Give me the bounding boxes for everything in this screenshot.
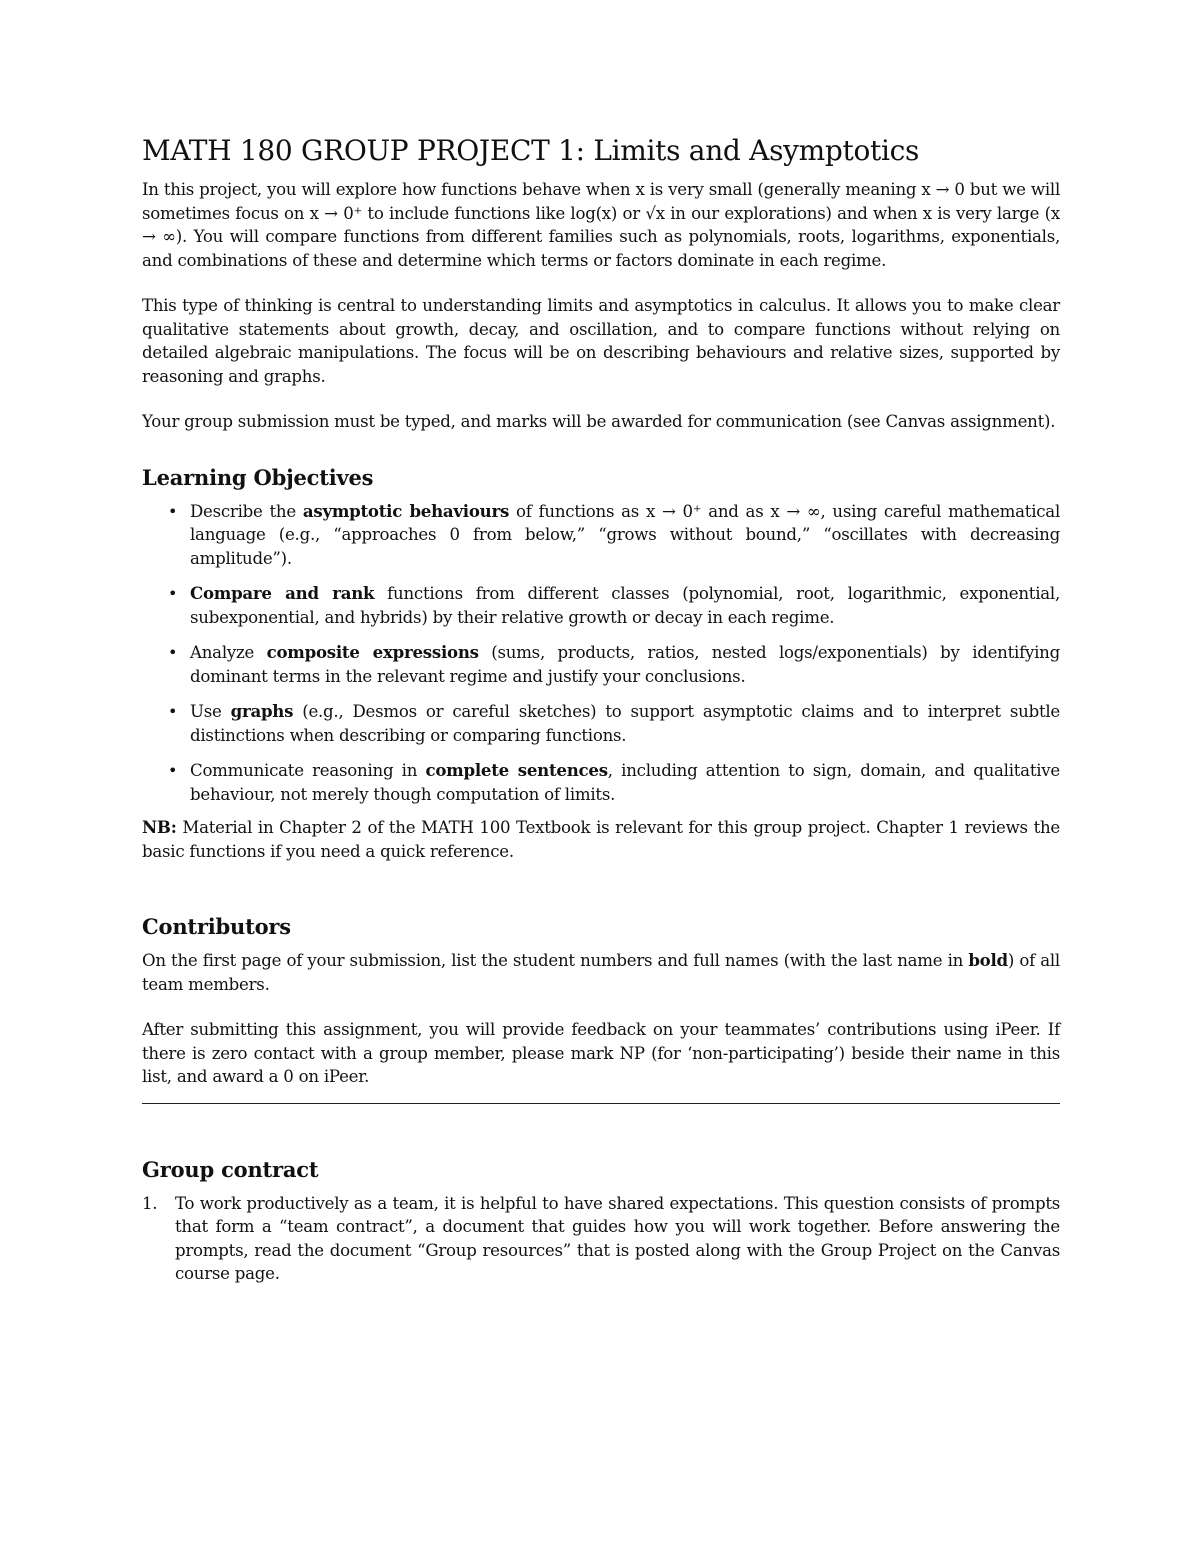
document-page — [142, 130, 1060, 1286]
group-contract-heading: Group contract — [142, 1156, 319, 1182]
learning-objectives-list — [142, 500, 1060, 807]
item-text-bold: asymptotic behaviours — [302, 500, 510, 521]
item-text-pre: Analyze — [190, 643, 267, 662]
intro-paragraph-2: This type of thinking is central to understanding limits and asymptotics in calculus. It allows you to make clear qualitative statements about growth, decay, and oscillation, and to compare functions without relying on detailed algebraic manipulations. The focus will be on describing behaviours and relative sizes, supported by reasoning and graphs. — [142, 296, 1060, 386]
learning-objectives-heading: Learning Objectives — [142, 464, 374, 490]
item-text-post: (e.g., Desmos or careful sketches) to support asymptotic claims and to interpret subtle distinctions when describing or comparing functions. — [190, 702, 1060, 745]
list-item — [142, 1192, 1060, 1286]
group-contract-list — [142, 1192, 1060, 1286]
item-text-post: (sums, products, ratios, nested logs/exponentials) by identifying dominant terms in the relevant regime and justify your conclusions. — [190, 643, 1060, 686]
bullet-icon: • — [168, 761, 178, 780]
intro-paragraph-1: In this project, you will explore how functions behave when x is very small (generally meaning x → 0 but we will sometimes focus on x → 0⁺ to include functions like log(x) or √x in our explorations) and when x is very large (x → ∞). You will compare functions from different families such as polynomials, roots, logarithms, exponentials, and combinations of these and determine which terms or factors dominate in each regime. — [142, 180, 1060, 270]
bullet-icon: • — [168, 643, 178, 662]
item-text-bold: composite expressions — [266, 642, 479, 662]
item-number: 1. — [142, 1193, 158, 1213]
list-item — [142, 759, 1060, 806]
nb-label: NB: — [142, 817, 177, 837]
list-item — [142, 582, 1060, 629]
bullet-icon: • — [168, 584, 178, 603]
bullet-icon: • — [168, 501, 178, 521]
contributors-heading: Contributors — [142, 914, 291, 939]
intro-paragraph-3: Your group submission must be typed, and marks will be awarded for communication (see Canvas assignment). — [142, 412, 1056, 431]
contributors-paragraph-1 — [142, 949, 1060, 996]
item-text-post: of functions as x → 0⁺ and as x → ∞, using careful mathematical language (e.g., “approaches 0 from below,” “grows without bound,” “oscillates with decreasing amplitude”). — [190, 501, 1060, 568]
list-item — [142, 500, 1060, 571]
contributors-text-post: ) of all team members. — [142, 951, 1060, 994]
item-text-post: functions from different classes (polynomial, root, logarithmic, exponential, subexponential, and hybrids) by their relative growth or decay in each regime. — [190, 584, 1060, 627]
item-text-bold: Compare and rank — [190, 583, 375, 603]
bullet-icon: • — [168, 702, 178, 721]
item-text-post: , including attention to sign, domain, and qualitative behaviour, not merely though computation of limits. — [190, 761, 1060, 804]
contributors-text-pre: On the first page of your submission, list the student numbers and full names (with the last name in — [142, 951, 969, 970]
page-title: MATH 180 GROUP PROJECT 1: Limits and Asymptotics — [142, 134, 920, 167]
item-text-pre: Communicate reasoning in — [190, 761, 426, 780]
item-text-pre: Describe the — [190, 501, 303, 521]
contributors-paragraph-2: After submitting this assignment, you will provide feedback on your teammates’ contributions using iPeer. If there is zero contact with a group member, please mark NP (for ‘non-participating’) beside their name in this list, and award a 0 on iPeer. — [142, 1020, 1060, 1086]
item-text-bold: complete sentences — [425, 760, 608, 780]
nb-text: Material in Chapter 2 of the MATH 100 Textbook is relevant for this group project. Chapter 1 reviews the basic functions if you need a quick reference. — [142, 818, 1060, 861]
item-text-bold: graphs — [230, 701, 294, 721]
horizontal-divider — [142, 1103, 1060, 1104]
item-text: To work productively as a team, it is helpful to have shared expectations. This question consists of prompts that form a “team contract”, a document that guides how you will work together. Before answering the prompts, read the document “Group resources” that is posted along with the Group Project on the Canvas course page. — [175, 1193, 1060, 1283]
nb-paragraph — [142, 816, 1060, 863]
list-item — [142, 641, 1060, 688]
list-item — [142, 700, 1060, 747]
contributors-text-bold: bold — [968, 950, 1008, 970]
item-text-pre: Use — [190, 702, 231, 721]
